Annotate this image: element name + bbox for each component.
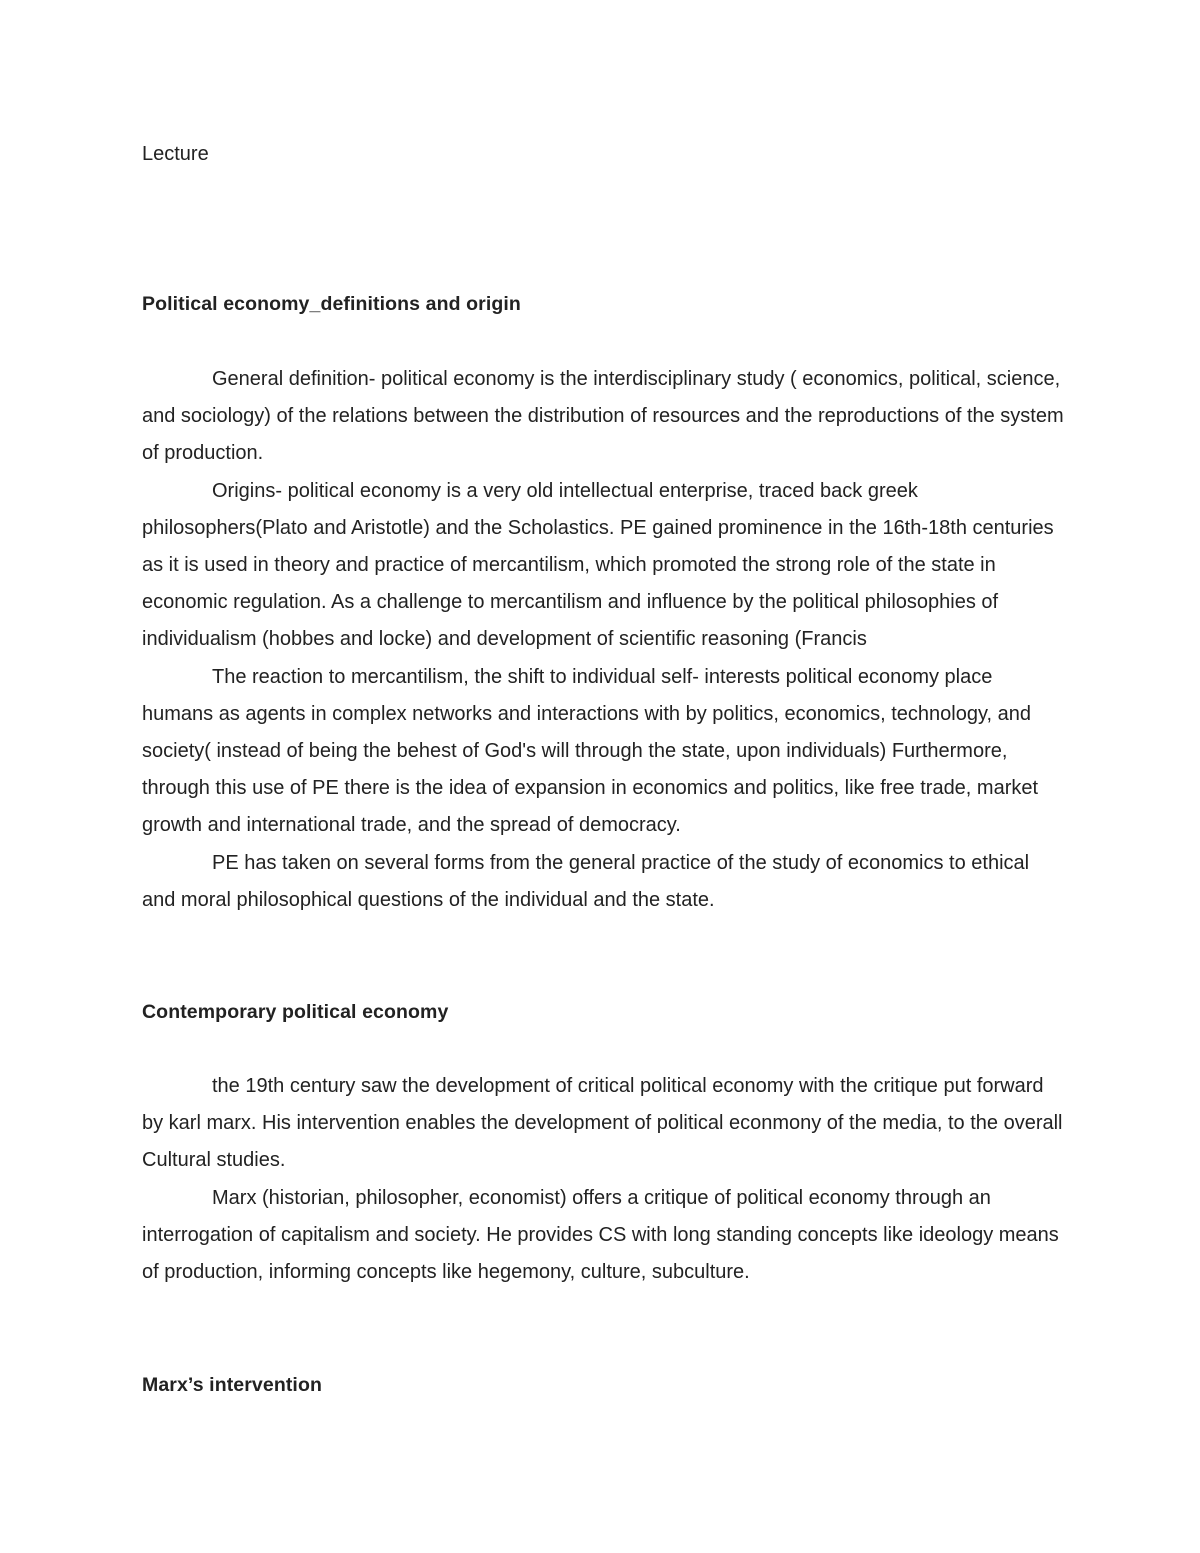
- section-heading-contemporary: Contemporary political economy: [142, 1001, 449, 1023]
- document-page: [142, 0, 1067, 1553]
- paragraph-origins: Origins- political economy is a very old intellectual enterprise, traced back greek philosophers(Plato and Aristotle) and the Scholastics. PE gained prominence in the 16th-18th centuries as it is used in theory and practice of mercantilism, which promoted the strong role of the state in economic regulation. As a challenge to mercantilism and influence by the political philosophies of individualism (hobbes and locke) and development of scientific reasoning (Francis: [142, 479, 1054, 651]
- paragraph-reaction-to-mercantilism: The reaction to mercantilism, the shift to individual self- interests political economy place humans as agents in complex networks and interactions with by politics, economics, technology, and society( instead of being the behest of God's will through the state, upon individuals) Furthermore, through this use of PE there is the idea of expansion in economics and politics, like free trade, market growth and international trade, and the spread of democracy.: [142, 665, 1039, 837]
- section-heading-definitions: Political economy_definitions and origin: [142, 293, 521, 315]
- paragraph-forms-of-pe: PE has taken on several forms from the general practice of the study of economics to ethical and moral philosophical questions of the individual and the state.: [142, 851, 1030, 911]
- section-heading-marx-intervention: Marx’s intervention: [142, 1374, 322, 1396]
- section-body-contemporary: [142, 1068, 1067, 1291]
- paragraph-marx-critique: Marx (historian, philosopher, economist) offers a critique of political economy through an interrogation of capitalism and society. He provides CS with long standing concepts like ideology means of production, informing concepts like hegemony, culture, subculture.: [142, 1186, 1059, 1284]
- paragraph-19th-century: the 19th century saw the development of critical political economy with the critique put forward by karl marx. His intervention enables the development of political econmony of the media, to the overall Cultural studies.: [142, 1075, 1063, 1172]
- paragraph-general-definition: General definition- political economy is the interdisciplinary study ( economics, political, science, and sociology) of the relations between the distribution of resources and the reproductions of the system of production.: [142, 368, 1064, 465]
- document-title: Lecture: [142, 143, 209, 165]
- section-body-definitions: [142, 361, 1067, 919]
